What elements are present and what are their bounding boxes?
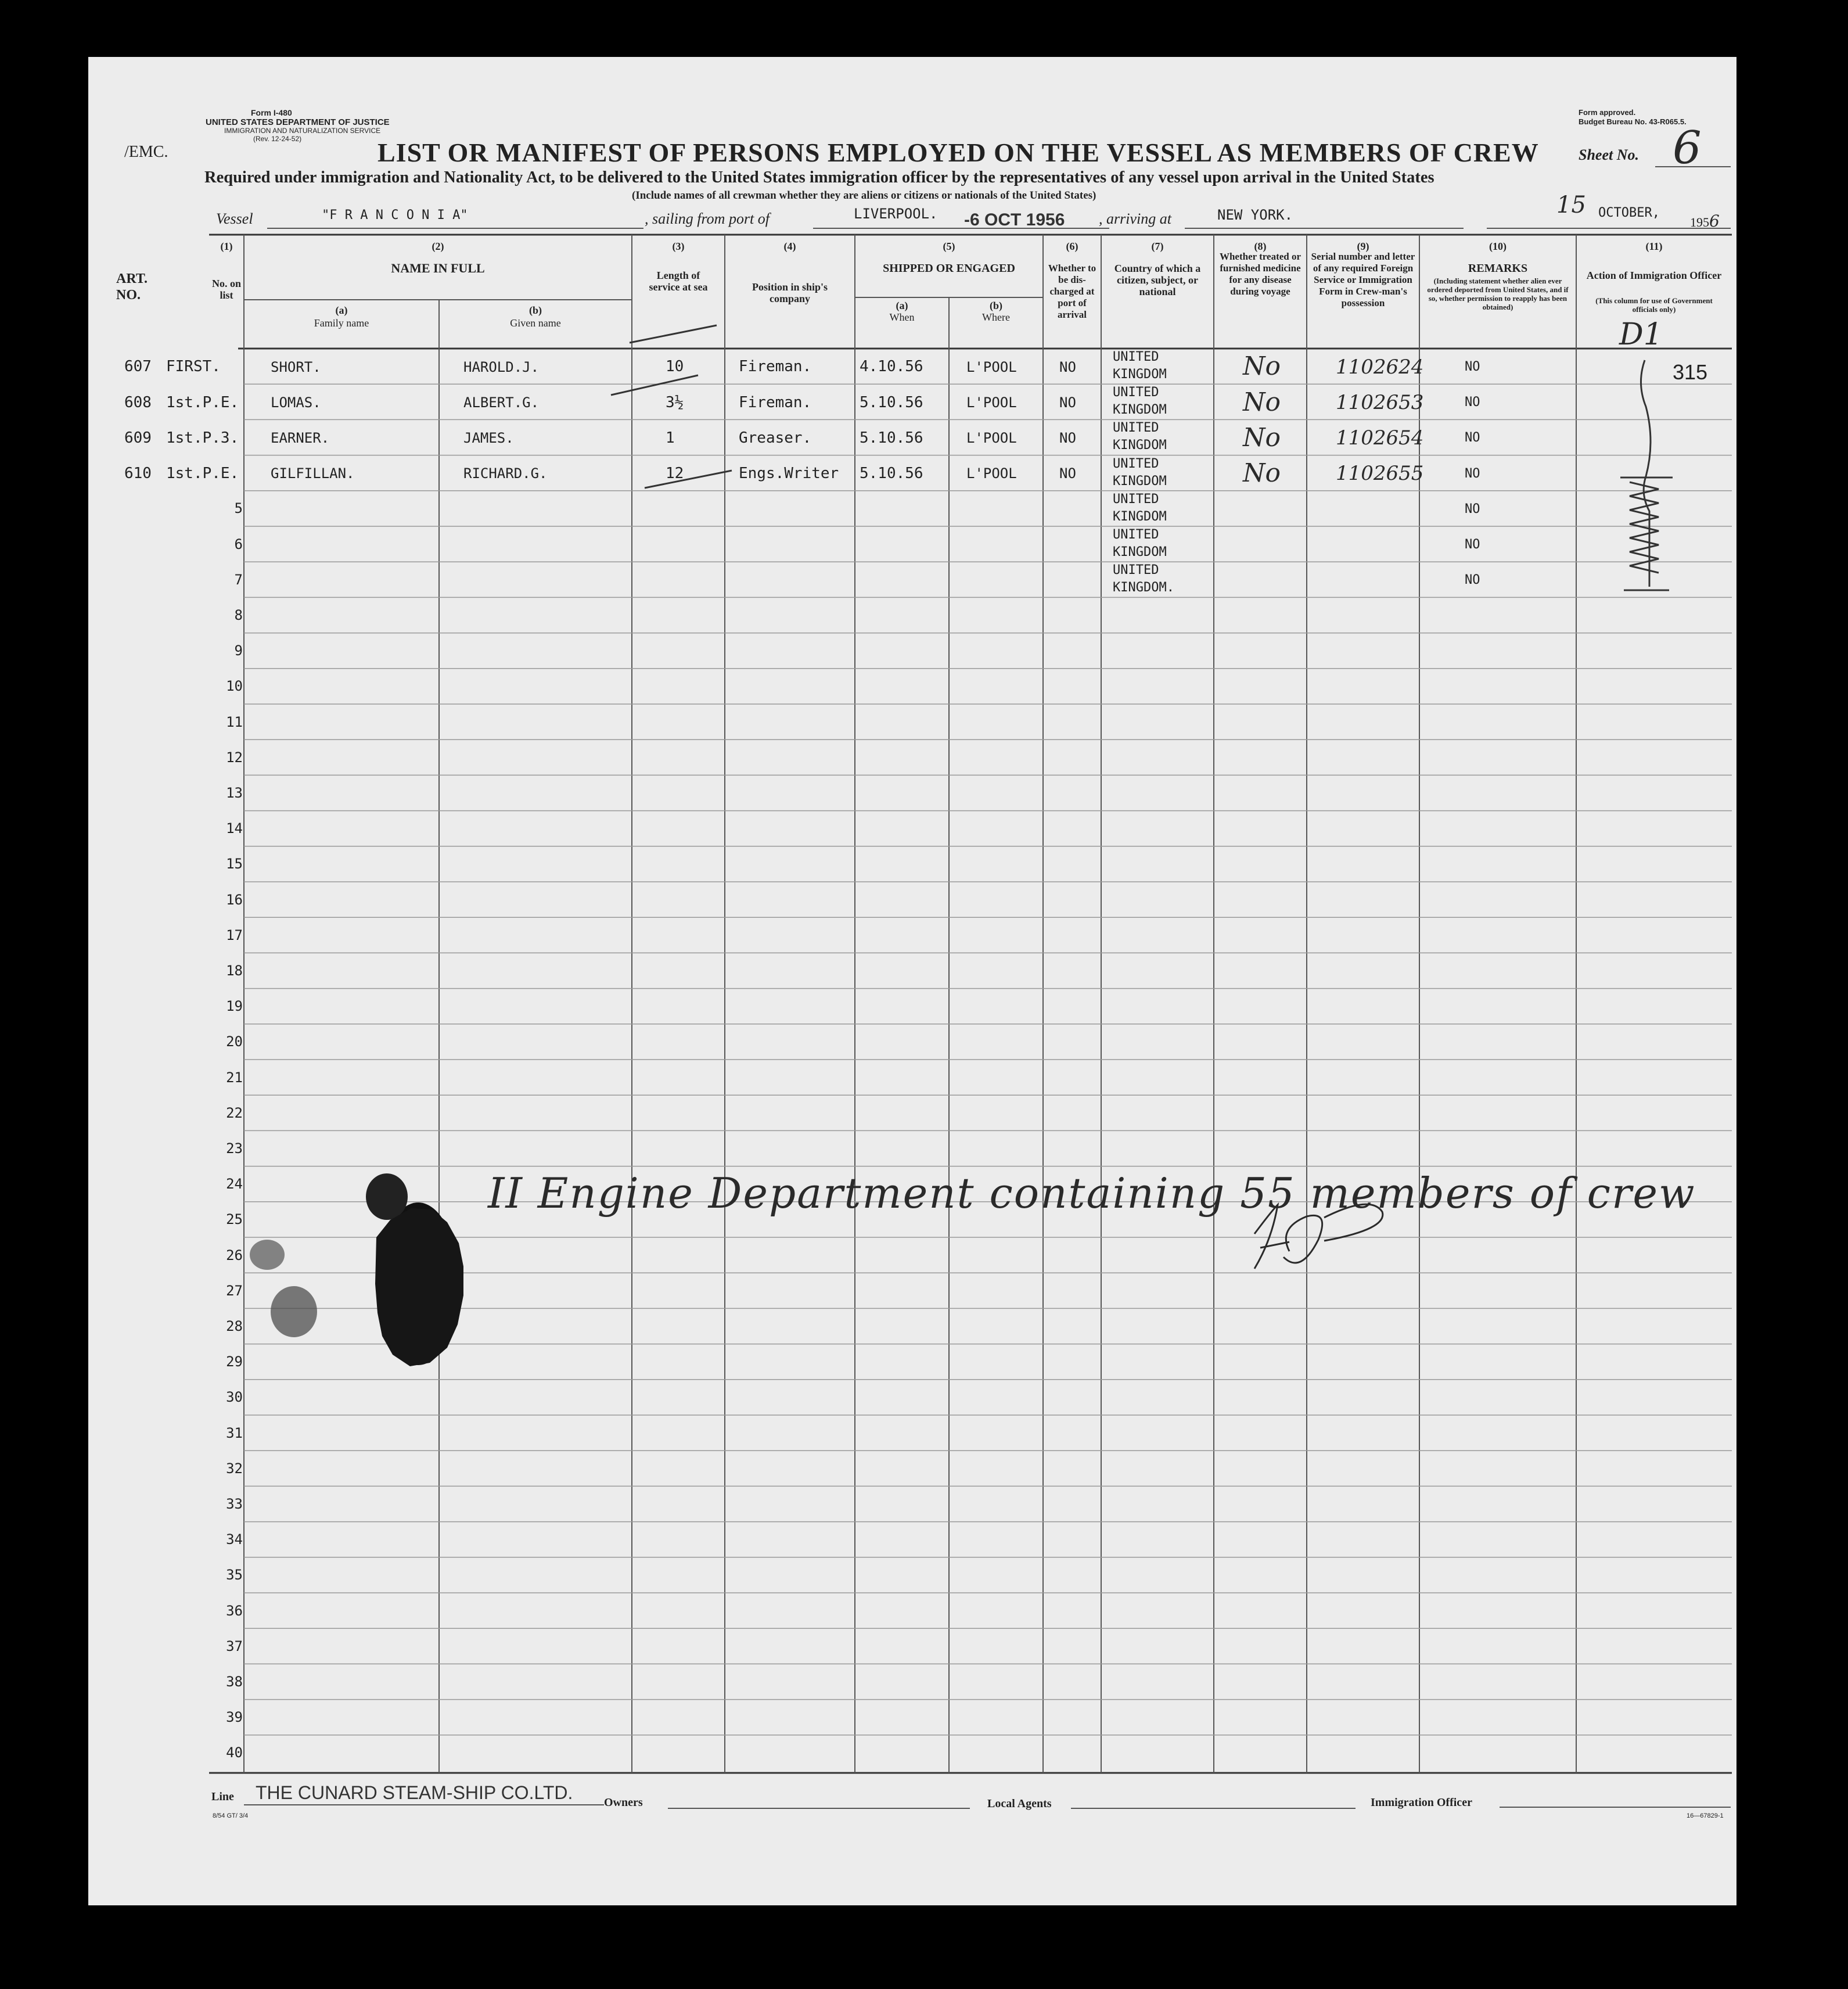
margin-code: /EMC. — [124, 143, 168, 161]
row-4-length: 12 — [666, 465, 684, 483]
handwritten-note: II Engine Department containing 55 members of crew — [488, 1169, 1696, 1218]
include-note: (Include names of all crewman whether they are aliens or citizens or nationals of the United States) — [632, 189, 1096, 202]
serial-label: Serial number and letter of any required Foreign Service or Immigration Form in Crew-man's possession — [1311, 251, 1415, 308]
line-number: 23 — [226, 1140, 243, 1157]
row-3-discharged: NO — [1059, 430, 1076, 447]
vessel-name: "F R A N C O N I A" — [322, 208, 468, 222]
line-number: 17 — [226, 927, 243, 943]
col1-num: (1) — [220, 240, 233, 252]
row-1-country2: KINGDOM — [1113, 367, 1167, 382]
row-4-medicine: No — [1243, 458, 1281, 488]
where-b: (b) — [990, 300, 1002, 311]
line-label: Line — [211, 1790, 234, 1803]
row-2-length: 3½ — [666, 393, 684, 411]
row-1-discharged: NO — [1059, 358, 1076, 375]
row-1-rating: FIRST. — [166, 358, 221, 376]
shipping-line: THE CUNARD STEAM-SHIP CO.LTD. — [256, 1782, 573, 1803]
when-label: When — [889, 311, 915, 323]
given-name-label: Given name — [510, 317, 561, 329]
col11-num: (11) — [1645, 240, 1663, 252]
row-2-when: 5.10.56 — [860, 393, 923, 411]
col2-num: (2) — [432, 240, 444, 252]
line-number: 31 — [226, 1424, 243, 1441]
row-5-country2: KINGDOM — [1113, 509, 1167, 524]
row-3-art: 609 — [124, 429, 152, 447]
art-no-label: ART. NO. — [116, 271, 148, 303]
row-1-art: 607 — [124, 358, 152, 376]
row-3-length: 1 — [666, 429, 675, 447]
sailing-label: , sailing from port of — [645, 210, 770, 227]
service: IMMIGRATION AND NATURALIZATION SERVICE — [224, 127, 381, 135]
agents-label: Local Agents — [987, 1797, 1052, 1810]
revision: (Rev. 12-24-52) — [253, 135, 302, 143]
col4-num: (4) — [783, 240, 796, 252]
arriving-label: , arriving at — [1099, 210, 1171, 227]
row-1-length: 10 — [666, 358, 684, 376]
line-number: 32 — [226, 1460, 243, 1477]
form-approved: Form approved. — [1579, 108, 1636, 117]
line-number: 18 — [226, 963, 243, 979]
row-1-remarks: NO — [1465, 359, 1480, 374]
row-3-rating: 1st.P.3. — [166, 429, 239, 447]
family-name-label: Family name — [314, 317, 369, 329]
line-number: 26 — [226, 1247, 243, 1263]
row-5-remarks: NO — [1465, 501, 1480, 516]
row-2-position: Fireman. — [739, 393, 812, 411]
row-5-country1: UNITED — [1113, 491, 1159, 507]
line-number: 21 — [226, 1069, 243, 1086]
line-number: 28 — [226, 1318, 243, 1334]
line-number: 24 — [226, 1176, 243, 1193]
subtitle: Required under immigration and Nationality Act, to be delivered to the United States immigration officer by the representatives of any vessel upon arrival in the United States — [204, 168, 1434, 186]
when-a: (a) — [896, 300, 908, 311]
col8-num: (8) — [1254, 240, 1267, 252]
row-4-discharged: NO — [1059, 465, 1076, 482]
arrival-year: 1956 — [1690, 211, 1720, 231]
row-1-serial: 1102624 — [1336, 355, 1424, 379]
row-2-family: LOMAS. — [271, 394, 321, 411]
row-1-given: HAROLD.J. — [463, 358, 540, 375]
row-1-position: Fireman. — [739, 358, 812, 376]
action-number: 315 — [1673, 360, 1708, 384]
row-2-remarks: NO — [1465, 395, 1480, 410]
line-number: 13 — [226, 785, 243, 801]
row-4-art: 610 — [124, 465, 152, 483]
row-1-where: L'POOL — [966, 358, 1017, 375]
medicine-label: Whether treated or furnished medicine for any disease during voyage — [1219, 251, 1301, 297]
line-number: 20 — [226, 1033, 243, 1050]
row-2-discharged: NO — [1059, 394, 1076, 411]
discharged-label: Whether to be dis-charged at port of arrival — [1048, 263, 1096, 320]
row-6-remarks: NO — [1465, 537, 1480, 552]
row-4-rating: 1st.P.E. — [166, 465, 239, 483]
row-3-position: Greaser. — [739, 429, 812, 447]
line-number: 40 — [226, 1744, 243, 1761]
line-number: 10 — [226, 678, 243, 695]
row-7-country1: UNITED — [1113, 563, 1159, 578]
row-2-where: L'POOL — [966, 394, 1017, 411]
officer-label: Immigration Officer — [1371, 1796, 1472, 1809]
row-4-given: RICHARD.G. — [463, 465, 548, 482]
sheet-label: Sheet No. — [1579, 146, 1639, 163]
vessel-label: Vessel — [216, 210, 253, 227]
row-4-serial: 1102655 — [1336, 462, 1424, 486]
print-code: 8/54 GT/ 3/4 — [213, 1812, 249, 1819]
col5-num: (5) — [943, 240, 955, 252]
department: UNITED STATES DEPARTMENT OF JUSTICE — [206, 117, 390, 127]
row-4-when: 5.10.56 — [860, 465, 923, 483]
row-2-art: 608 — [124, 393, 152, 411]
row-4-position: Engs.Writer — [739, 465, 839, 483]
row-4-family: GILFILLAN. — [271, 465, 355, 482]
remarks-note: (Including statement whether alien ever ordered deported from United States, and if so, whether permission to reapply has been obtained) — [1427, 277, 1569, 311]
row-1-country1: UNITED — [1113, 350, 1159, 364]
line-number: 11 — [226, 713, 243, 730]
line-number: 5 — [234, 500, 243, 517]
line-number: 34 — [226, 1531, 243, 1548]
row-3-serial: 1102654 — [1336, 426, 1424, 450]
row-6-country1: UNITED — [1113, 527, 1159, 542]
action-note: (This column for use of Government officials only) — [1595, 296, 1713, 314]
row-3-remarks: NO — [1465, 430, 1480, 446]
row-3-family: EARNER. — [271, 430, 330, 447]
arrival-month: OCTOBER, — [1598, 206, 1660, 220]
arrival-day: 15 — [1556, 192, 1586, 218]
line-number: 22 — [226, 1104, 243, 1121]
row-3-country2: KINGDOM — [1113, 438, 1167, 453]
row-2-country1: UNITED — [1113, 385, 1159, 400]
line-number: 37 — [226, 1638, 243, 1654]
col3-num: (3) — [672, 240, 685, 252]
length-label: Length of service at sea — [649, 270, 708, 293]
line-number: 35 — [226, 1567, 243, 1584]
row-2-country2: KINGDOM — [1113, 403, 1167, 418]
line-number: 12 — [226, 749, 243, 766]
line-number: 29 — [226, 1353, 243, 1370]
ink-blot-stamp — [250, 1173, 463, 1366]
name-in-full-label: NAME IN FULL — [391, 261, 485, 275]
line-number: 25 — [226, 1211, 243, 1228]
line-number: 8 — [234, 607, 243, 623]
line-number: 36 — [226, 1602, 243, 1619]
line-number: 27 — [226, 1282, 243, 1299]
budget-bureau: Budget Bureau No. 43-R065.5. — [1579, 117, 1687, 126]
row-4-country2: KINGDOM — [1113, 473, 1167, 489]
arrival-port: NEW YORK. — [1217, 207, 1293, 223]
given-b: (b) — [529, 304, 542, 316]
row-3-given: JAMES. — [463, 430, 514, 447]
no-on-list-label: No. on list — [211, 278, 241, 301]
row-3-where: L'POOL — [966, 430, 1017, 447]
col10-num: (10) — [1489, 240, 1507, 252]
owners-label: Owners — [604, 1796, 643, 1809]
line-number: 38 — [226, 1674, 243, 1690]
row-1-when: 4.10.56 — [860, 358, 923, 376]
form-number: Form I-480 — [251, 108, 292, 117]
line-number: 33 — [226, 1496, 243, 1512]
col9-num: (9) — [1357, 240, 1369, 252]
line-number: 19 — [226, 998, 243, 1015]
print-number: 16—67829-1 — [1687, 1812, 1724, 1819]
line-number: 14 — [226, 820, 243, 837]
row-2-rating: 1st.P.E. — [166, 393, 239, 411]
row-3-medicine: No — [1243, 422, 1281, 453]
row-2-given: ALBERT.G. — [463, 394, 540, 411]
where-label: Where — [982, 311, 1010, 323]
country-label: Country of which a citizen, subject, or national — [1114, 263, 1201, 297]
family-a: (a) — [335, 304, 348, 316]
col6-num: (6) — [1066, 240, 1078, 252]
row-3-when: 5.10.56 — [860, 429, 923, 447]
row-7-country2: KINGDOM. — [1113, 580, 1174, 595]
position-label: Position in ship's company — [752, 281, 828, 304]
row-1-medicine: No — [1243, 351, 1281, 382]
action-code: D1 — [1619, 317, 1663, 352]
line-number: 7 — [234, 571, 243, 588]
line-number: 6 — [234, 536, 243, 552]
remarks-label: REMARKS — [1468, 262, 1528, 275]
row-4-country1: UNITED — [1113, 456, 1159, 471]
page-title: LIST OR MANIFEST OF PERSONS EMPLOYED ON THE VESSEL AS MEMBERS OF CREW — [377, 138, 1539, 167]
row-6-country2: KINGDOM — [1113, 545, 1167, 559]
row-3-country1: UNITED — [1113, 421, 1159, 436]
line-number: 15 — [226, 856, 243, 873]
line-number: 30 — [226, 1389, 243, 1406]
row-2-serial: 1102653 — [1336, 390, 1424, 414]
row-7-remarks: NO — [1465, 573, 1480, 588]
sheet-number: 6 — [1673, 122, 1702, 174]
action-label: Action of Immigration Officer — [1586, 270, 1722, 281]
departure-port: LIVERPOOL. — [854, 206, 938, 222]
row-4-where: L'POOL — [966, 465, 1017, 482]
line-number: 16 — [226, 891, 243, 908]
row-2-medicine: No — [1243, 387, 1281, 417]
departure-date-stamp: -6 OCT 1956 — [964, 210, 1065, 229]
row-1-family: SHORT. — [271, 358, 321, 375]
col7-num: (7) — [1151, 240, 1164, 252]
row-4-remarks: NO — [1465, 466, 1480, 481]
shipped-label: SHIPPED OR ENGAGED — [883, 262, 1015, 275]
line-number: 39 — [226, 1709, 243, 1726]
line-number: 9 — [234, 642, 243, 659]
